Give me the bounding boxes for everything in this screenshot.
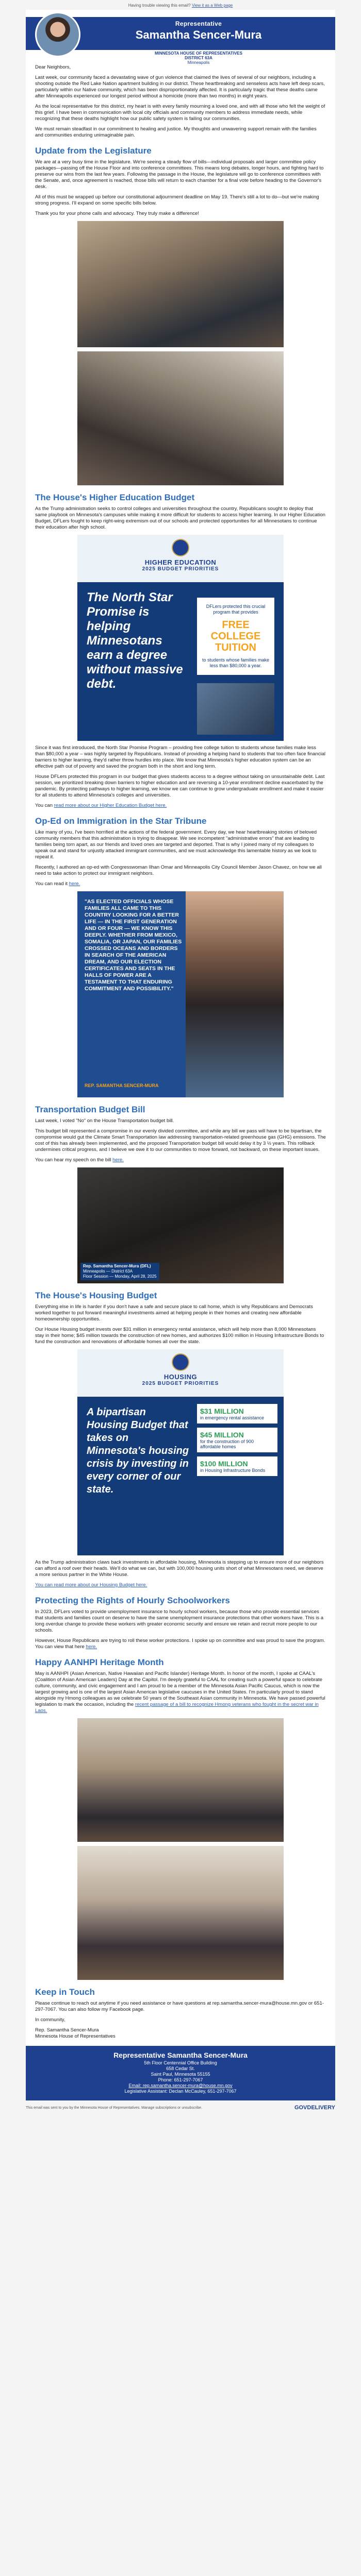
- transportation-speech: [35, 1157, 326, 1163]
- housing-more-link[interactable]: You can read more about our Housing Budget here.: [35, 1582, 147, 1588]
- signature-name: Rep. Samantha Sencer-Mura: [35, 2027, 99, 2033]
- header-banner: [26, 10, 335, 65]
- oped-read-text: You can read it: [35, 881, 68, 887]
- contact-p2: In community,: [35, 2017, 65, 2023]
- higher-ed-more-link[interactable]: read more about our Higher Education Budget here.: [54, 803, 167, 808]
- floor-session-video[interactable]: [77, 1167, 284, 1283]
- stat-card: [197, 1404, 277, 1423]
- higher-ed-graphic-panel: [77, 582, 284, 741]
- transportation-p1: Last week, I voted "No" on the House Transportation budget bill.: [35, 1118, 174, 1124]
- stat-label: for the construction of 900 affordable homes: [200, 1439, 254, 1449]
- email-body: [26, 10, 335, 2100]
- oped-quote-text: "AS ELECTED OFFICIALS WHOSE FAMILIES ALL CAME TO THIS COUNTRY LOOKING FOR A BETTER LIFE — IN THE FIRST GENERATION AND OR FOUR — WE KNOW THIS DEEPLY. WHETHER FROM MEXICO, SOMALIA, OR JAPAN, OUR FAMILIES CROSSED OCEANS AND BORDERS IN SEARCH OF THE AMERICAN DREAM, AND OUR ELECTION CERTIFICATES AND SEATS IN THE HALLS OF POWER ARE A TESTAMENT TO THAT ENDURING COMMITMENT AND POSSIBILITY.": [85, 899, 182, 992]
- footer-address: [31, 2060, 330, 2094]
- gig-p2: [35, 1638, 326, 1650]
- oped-quote-by: REP. SAMANTHA SENCER-MURA: [85, 1083, 159, 1088]
- header-line1: MINNESOTA HOUSE OF REPRESENTATIVES: [155, 51, 242, 56]
- footer-addr3: Saint Paul, Minnesota 55155: [151, 2072, 210, 2077]
- footer: [26, 2046, 335, 2100]
- higher-ed-more-text: You can: [35, 803, 53, 808]
- header-label: Representative: [175, 20, 222, 27]
- housing-graphic-panel: [77, 1397, 284, 1555]
- aanhpi-title: Happy AANHPI Heritage Month: [35, 1657, 164, 1667]
- house-seal-icon-2: [172, 1353, 189, 1371]
- signature-title: Minnesota House of Representatives: [35, 2033, 116, 2039]
- header-line3: Minneapolis: [187, 60, 210, 65]
- transportation-p2: This budget bill represented a compromise in our evenly divided committee, and while any bill we pass will have to be bipartisan, the compromise would gut the Climate Smart Transportation law addressing transportation-related greenhouse gas (GHG) emissions. The cost of this has already been implemented, and the proposed Transportation budget bill would delay it by 3 ½ years. This rollback undermines critical progress, and I believe we owe it to our communities to move forward, not backward, on these important issues.: [35, 1128, 326, 1153]
- higher-ed-graphic-quote: The North Star Promise is helping Minnesotans earn a degree without massive debt.: [87, 590, 183, 691]
- caption-l3: Floor Session — Monday, April 28, 2025: [83, 1274, 157, 1279]
- oped-read: [35, 881, 326, 887]
- signature: [35, 2027, 326, 2040]
- stat-amount: $31 MILLION: [200, 1407, 244, 1415]
- aanhpi-link[interactable]: recent passage of a bill to recognize Hmong veterans who fought in the secret war in Laos.: [35, 1702, 319, 1714]
- govdelivery-logo: GOVDELIVERY: [294, 2105, 335, 2111]
- housing-p1: Everything else in life is harder if you don't have a safe and secure place to call home, which is why Republicans and Democrats worked together to put forward meaningful investments aimed at helping people in their homes and creating new affordable homeownership opportunities.: [35, 1304, 313, 1322]
- update-p1: We are at a very busy time in the legislature. We're seeing a steady flow of bills—individual proposals and larger committee policy packages—passing off the House Floor and into conference committees. This means long debates, longer hours, and fighting hard to preserve our wins from the last few years. Following the passage in the House, the legislature will go to conference committees with the Senate, and, once agreement is reached, those bills will return to each chamber for a final vote before heading to the Governor's desk.: [35, 159, 324, 190]
- bottom-bar: [26, 2105, 335, 2116]
- oped-title: Op-Ed on Immigration in the Star Tribune: [35, 816, 207, 826]
- stat-amount: $45 MILLION: [200, 1431, 244, 1439]
- contact-p1: Please continue to reach out anytime if you need assistance or have questions at rep.samantha.sencer-mura@house.mn.gov or 651-297-7067. You can also follow my Facebook page.: [35, 2001, 324, 2012]
- contact-title: Keep in Touch: [35, 1987, 95, 1997]
- gig-p2-text: However, House Republicans are trying to roll these worker protections. I spoke up on committee and was proud to save the program. You can view that here: [35, 1638, 325, 1650]
- footer-aide: Legislative Assistant: Declan McCauley, 651-297-7067: [124, 2089, 237, 2094]
- housing-graphic-sub: 2025 BUDGET PRIORITIES: [142, 1381, 219, 1386]
- caption-l1: Rep. Samantha Sencer-Mura (DFL): [83, 1264, 151, 1268]
- graduate-photo: [197, 683, 274, 735]
- content: [26, 61, 335, 2046]
- aanhpi-p1: [35, 1671, 326, 1714]
- oped-p1: Like many of you, I've been horrified at the actions of the federal government. Every day, we hear heartbreaking stories of beloved community members that this administration is trying to disappear. We see incompetent "administrative errors" that are leading to families being torn apart, as our friends and loved ones are targeted and deported. That is why I joined many of my colleagues to speak out and stand for unjustly attacked immigrant communities, and we must acknowledge this lamentable history as we look to repeat it.: [35, 829, 317, 860]
- video-caption: [80, 1263, 159, 1280]
- header-name: Samantha Sencer-Mura: [135, 28, 262, 41]
- higher-ed-p2: Since it was first introduced, the North Star Promise Program – providing free college tuition to students whose families make less than $80,000 a year – was highly targeted by Republicans. Instead of providing a helping hand to students that too often face financial barriers to higher learning, they'd rather throw hurdles into place. We know that Minnesota's higher education system can be an effective path out of poverty and saved the program both in the short and long term.: [35, 745, 325, 769]
- housing-graphic-head: [77, 1349, 284, 1387]
- stat-amount: $100 MILLION: [200, 1460, 248, 1468]
- housing-graphic-quote: A bipartisan Housing Budget that takes on Minnesota's housing crisis by investing in every corner of our state.: [87, 1406, 189, 1495]
- housing-graphic-org: HOUSING: [163, 1373, 198, 1381]
- intro-p3: We must remain steadfast in our commitment to healing and justice. My thoughts and unwavering support remain with the families and communities enduring unimaginable pain.: [35, 126, 317, 138]
- greeting: Dear Neighbors,: [35, 64, 71, 70]
- gig-p2-link[interactable]: here.: [86, 1644, 97, 1650]
- higher-ed-graphic-sub: 2025 BUDGET PRIORITIES: [142, 566, 219, 572]
- higher-ed-graphic-head: [77, 535, 284, 573]
- stat-label: in emergency rental assistance: [200, 1415, 265, 1420]
- stat-card: [197, 1456, 277, 1476]
- box-top: DFLers protected this crucial program that provides: [206, 604, 266, 615]
- housing-stats: [197, 1404, 277, 1476]
- higher-ed-graphic-box: [197, 598, 274, 675]
- aanhpi-p1-text: May is AANHPI (Asian American, Native Hawaiian and Pacific Islander) Heritage Month. In honor of the month, I spoke at CAAL's (Coalition of Asian American Leaders) Day at the Capitol. I'm deeply grateful to CAAL for creating such a powerful space to celebrate culture, community, and civic engagement and I am proud to be a member of the Minnesota Asian Pacific Caucus, which is now the largest growing and is one of the largest Asian American legislative caucuses in the United States. I'm particularly proud to stand alongside my Hmong colleagues as we celebrate 50 years of the Southeast Asian community in Minnesota. We have passed powerful legislation to mark the occasion, including the: [35, 1671, 325, 1707]
- house-seal-icon: [172, 539, 189, 556]
- preheader: [0, 0, 361, 10]
- caal-photo-2: [77, 1846, 284, 1980]
- footer-addr2: 658 Cedar St.: [166, 2066, 195, 2071]
- preheader-text: Having trouble viewing this email?: [128, 3, 191, 8]
- caal-photo-1: [77, 1718, 284, 1842]
- higher-ed-graphic: [77, 535, 284, 741]
- transportation-speech-text: You can hear my speech on the bill: [35, 1157, 111, 1163]
- footer-email: [31, 2083, 330, 2089]
- oped-quote-graphic: [77, 891, 284, 1097]
- update-p2: All of this must be wrapped up before our constitutional adjournment deadline on May 19. There's still a lot to do—but we're making strong progress. I'll expand on some specific bills below.: [35, 194, 319, 206]
- legislature-photo-2: [77, 351, 284, 485]
- housing-graphic: [77, 1349, 284, 1555]
- header-district: [26, 51, 335, 65]
- transportation-title: Transportation Budget Bill: [35, 1105, 145, 1114]
- update-p3: Thank you for your phone calls and advocacy. They truly make a difference!: [35, 211, 199, 216]
- gig-p1: In 2023, DFLers voted to provide unemployment insurance to hourly school workers, because those who provide essential services that students and families count on deserve to have the same unemployment insurance protections that other workers have. This is a long overdue change to provide these workers with greater economic security and ensure we retain and recruit more people to our schools.: [35, 1609, 324, 1633]
- box-big: FREE COLLEGE TUITION: [210, 619, 261, 653]
- caption-l2: Minneapolis — District 63A: [83, 1269, 133, 1274]
- oped-portrait: [186, 891, 284, 1097]
- intro-p2: As the local representative for this district, my heart is with every family mourning a loved one, and with all those who felt the weight of this grief. I have been in communication with local city officials and community members to address immediate needs, while recognizing that these deaths highlight how our public safety system is failing our communities.: [35, 104, 325, 122]
- footer-name: Representative Samantha Sencer-Mura: [113, 2051, 248, 2059]
- housing-p3: As the Trump administration claws back investments in affordable housing, Minnesota is stepping up to ensure more of our neighbors can afford a roof over their heads. We'll do what we can, but with 100,000 housing units short of what Minnesotans need, we deserve a more serious partner in the White House.: [35, 1560, 324, 1578]
- transportation-speech-link[interactable]: here.: [112, 1157, 124, 1163]
- web-view-link[interactable]: View it as a Web page: [191, 3, 233, 8]
- housing-more: [35, 1582, 326, 1588]
- higher-ed-more: [35, 803, 326, 809]
- footer-phone: Phone: 651-297-7067: [158, 2077, 203, 2082]
- box-bottom: to students whose families make less than $80,000 a year.: [202, 657, 270, 668]
- higher-ed-title: The House's Higher Education Budget: [35, 493, 195, 502]
- update-title: Update from the Legislature: [35, 146, 152, 156]
- bottom-text: This email was sent to you by the Minnesota House of Representatives. Manage subscriptions or unsubscribe.: [26, 2106, 203, 2110]
- header-line2: DISTRICT 63A: [185, 56, 212, 60]
- stat-label: in Housing Infrastructure Bonds: [200, 1468, 266, 1473]
- housing-p2: Our House Housing budget invests over $31 million in emergency rental assistance, which will help more than 8,000 Minnesotans stay in their home; $45 million towards the construction of new homes, and authorizes $100 million in Housing Infrastructure Bonds to fund the construction and renovations of affordable homes all over the state.: [35, 1327, 324, 1345]
- housing-title: The House's Housing Budget: [35, 1291, 157, 1300]
- legislature-photo-1: [77, 221, 284, 347]
- oped-p2: Recently, I authored an op-ed with Congresswoman Ilhan Omar and Minneapolis City Council Member Jason Chavez, on how we all need to take action to protect our immigrant neighbors.: [35, 865, 322, 876]
- gig-title: Protecting the Rights of Hourly Schoolworkers: [35, 1596, 230, 1605]
- higher-ed-p3: House DFLers protected this program in our budget that gives students access to a degree without taking on unsustainable debt. Last session, we prioritized breaking down barriers to higher education and are reversing a 10-year enrollment decline exacerbated by the pandemic. By protecting pathways to higher learning, we know we can continue to grow undergraduate enrollment and make it easier for all students to attend Minnesota's colleges and universities.: [35, 774, 325, 798]
- footer-email-link[interactable]: Email: rep.samantha.sencer-mura@house.mn.gov: [128, 2083, 233, 2088]
- stat-card: [197, 1428, 277, 1452]
- higher-ed-graphic-org: HIGHER EDUCATION: [144, 558, 217, 566]
- intro-p1: Last week, our community faced a devastating wave of gun violence that claimed the lives of several of our neighbors, including a shooting outside the Red Lake Nation apartment building in our district. These heartbreaking and senseless acts have left deep scars, particularly within our Native community, which has been disproportionately affected. It is particularly tragic that these deaths came after Minneapolis experienced our longest period without a homicide (more than two months) in eight years.: [35, 75, 325, 99]
- footer-addr1: 5th Floor Centennial Office Building: [144, 2060, 217, 2065]
- oped-read-link[interactable]: here.: [69, 881, 80, 887]
- higher-ed-p1: As the Trump administration seeks to control colleges and universities throughout the country, Republicans sought to deploy that same playbook on Minnesota's campuses while making it more difficult for students to access higher learning. In our Higher Education Budget, DFLers fought to keep right-wing extremism out of our schools and protected opportunities for all Minnesotans to continue their education after high school.: [35, 506, 325, 530]
